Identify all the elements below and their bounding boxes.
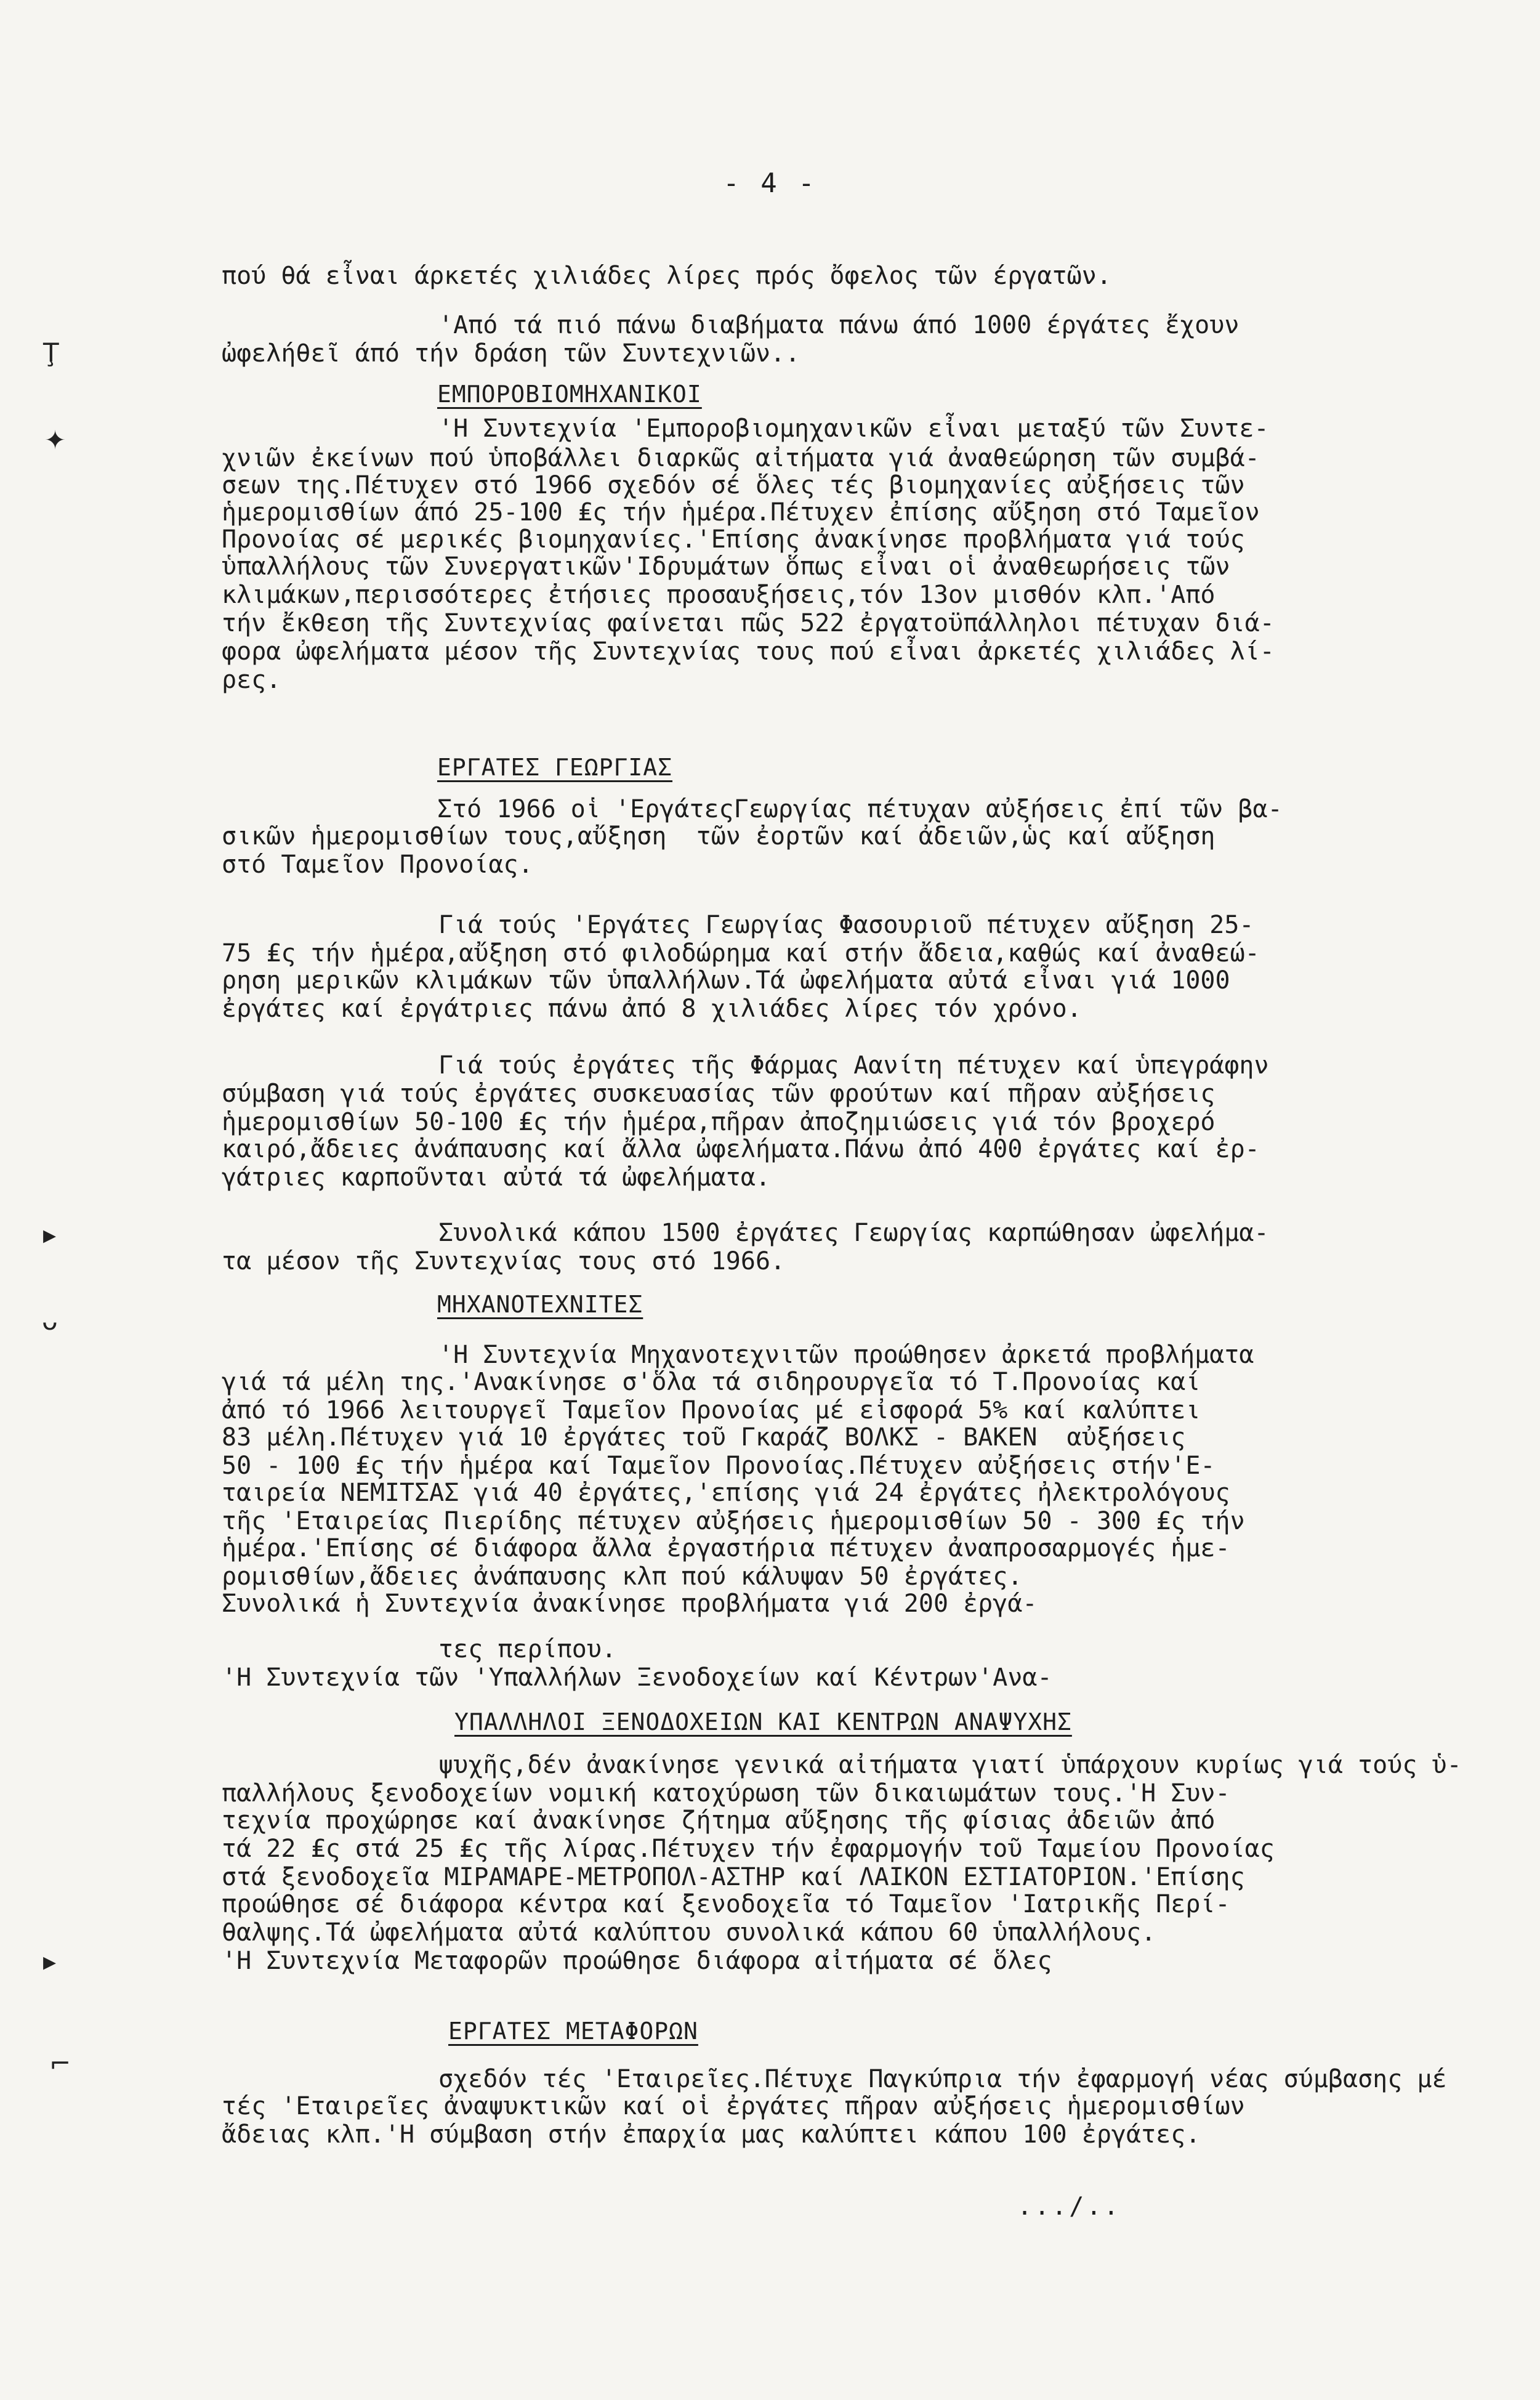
text-line: 'Η Συντεχνία τῶν 'Υπαλλήλων Ξενοδοχείων καί Κέντρων'Ανα- [222, 1663, 1052, 1692]
text-line: σύμβαση γιά τούς ἐργάτες συσκευασίας τῶν φρούτων καί πῆραν αὐξήσεις [222, 1080, 1215, 1108]
section-heading: ΕΜΠΟΡΟΒΙΟΜΗΧΑΝΙΚΟΙ [437, 381, 702, 408]
binder-hole-mark-icon: ▸ [43, 1219, 57, 1250]
text-line: 'Η Συντεχνία Μηχανοτεχνιτῶν προώθησεν ἀρκετά προβλήματα [438, 1341, 1254, 1369]
text-line: ἡμερομισθίων άπό 25-100 ₤ς τήν ἡμέρα.Πέτυχεν ἐπίσης αὔξηση στό Ταμεῖον [222, 498, 1260, 527]
text-line: Προνοίας σέ μερικές βιομηχανίες.'Επίσης ἀνακίνησε προβλήματα γιά τούς [222, 525, 1245, 554]
text-line: ἡμέρα.'Επίσης σέ διάφορα ἄλλα ἐργαστήρια πέτυχεν ἀναπροσαρμογές ἡμε- [222, 1534, 1230, 1562]
text-line: στά ξενοδοχεῖα ΜΙΡΑΜΑΡΕ-ΜΕΤΡΟΠΟΛ-ΑΣΤΗΡ καί ΛΑΙΚΟΝ ΕΣΤΙΑΤΟΡΙΟΝ.'Επίσης [222, 1863, 1245, 1891]
text-line: Στό 1966 οἱ 'ΕργάτεςΓεωργίας πέτυχαν αὐξήσεις ἐπί τῶν βα- [437, 795, 1283, 823]
binder-hole-mark-icon: ▸ [43, 1946, 57, 1976]
text-line: ἀπό τό 1966 λειτουργεῖ Ταμεῖον Προνοίας μέ εἰσφορά 5% καί καλύπτει [222, 1396, 1201, 1424]
text-line: Γιά τούς ἐργάτες τῆς Φάρμας Αανίτη πέτυχεν καί ὑπεγράφην [438, 1051, 1269, 1080]
text-line: ὑπαλλήλους τῶν Συνεργατικῶν'Ιδρυμάτων ὅπως εἶναι οἱ ἀναθεωρήσεις τῶν [222, 552, 1230, 581]
text-line: τες περίπου. [438, 1635, 616, 1663]
text-line: Συνολικά κάπου 1500 ἐργάτες Γεωργίας καρπώθησαν ὠφελήμα- [438, 1219, 1269, 1247]
text-line: 'Η Συντεχνία 'Εμποροβιομηχανικῶν εἶναι μεταξύ τῶν Συντε- [438, 414, 1269, 443]
text-line: γιά τά μέλη της.'Ανακίνησε σ'ὅλα τά σιδηρουργεῖα τό Τ.Προνοίας καί [222, 1368, 1201, 1396]
text-line: φορα ὠφελήματα μέσον τῆς Συντεχνίας τους πού εἶναι ἀρκετές χιλιάδες λί- [222, 637, 1275, 666]
text-line: τεχνία προχώρησε καί ἀνακίνησε ζήτημα αὔξησης τῆς φίσιας ἀδειῶν ἀπό [222, 1806, 1215, 1835]
text-line: σικῶν ἡμερομισθίων τους,αὔξηση τῶν ἐορτῶν καί ἀδειῶν,ὡς καί αὔξηση [222, 822, 1215, 851]
text-line: σχεδόν τές 'Εταιρεῖες.Πέτυχε Παγκύπρια τήν ἐφαρμογή νέας σύμβασης μέ [438, 2065, 1447, 2093]
text-line: ἐργάτες καί ἐργάτριες πάνω ἀπό 8 χιλιάδες λίρες τόν χρόνο. [222, 995, 1082, 1023]
binder-hole-mark-icon: ᴗ [42, 1306, 58, 1336]
text-line: ἄδειας κλπ.'Η σύμβαση στήν ἐπαρχία μας καλύπτει κάπου 100 ἐργάτες. [222, 2120, 1201, 2149]
text-line: παλλήλους ξενοδοχείων νομική κατοχύρωση τῶν δικαιωμάτων τους.'Η Συν- [222, 1779, 1230, 1808]
section-heading: ΜΗΧΑΝΟΤΕΧΝΙΤΕΣ [437, 1291, 643, 1318]
page-number: - 4 - [723, 168, 817, 199]
text-line: γάτριες καρποῦνται αὐτά τά ὠφελήματα. [222, 1163, 771, 1192]
binder-hole-mark-icon: ⌐ [49, 2048, 71, 2079]
text-line: Γιά τούς 'Εργάτες Γεωργίας Φασουριοῦ πέτυχεν αὔξηση 25- [438, 911, 1254, 939]
text-line: χνιῶν ἐκείνων πού ὑποβάλλει διαρκῶς αἰτήματα γιά ἀναθεώρηση τῶν συμβά- [222, 444, 1260, 472]
text-line: ρες. [222, 666, 281, 694]
text-line: τῆς 'Εταιρείας Πιερίδης πέτυχεν αὐξήσεις ἡμερομισθίων 50 - 300 ₤ς τήν [222, 1507, 1245, 1535]
text-line: ὠφελήθεῖ άπό τήν δράση τῶν Συντεχνιῶν.. [222, 339, 800, 368]
text-line: ταιρεία ΝΕΜΙΤΣΑΣ γιά 40 ἐργάτες,'επίσης γιά 24 ἐργάτες ἠλεκτρολόγους [222, 1479, 1230, 1507]
continuation-mark: .../.. [1017, 2192, 1121, 2221]
text-line: καιρό,ἄδειες ἀνάπαυσης καί ἄλλα ὠφελήματα.Πάνω ἀπό 400 ἐργάτες καί ἐρ- [222, 1135, 1260, 1163]
text-line: 'Η Συντεχνία Μεταφορῶν προώθησε διάφορα αἰτήματα σέ ὅλες [222, 1947, 1052, 1975]
text-line: ἡμερομισθίων 50-100 ₤ς τήν ἡμέρα,πῆραν ἀποζημιώσεις γιά τόν βροχερό [222, 1108, 1215, 1136]
binder-hole-mark-icon: Ţ [43, 337, 59, 368]
text-line: τά 22 ₤ς στά 25 ₤ς τῆς λίρας.Πέτυχεν τήν ἐφαρμογήν τοῦ Ταμείου Προνοίας [222, 1835, 1275, 1863]
text-line: 83 μέλη.Πέτυχεν γιά 10 ἐργάτες τοῦ Γκαράζ ΒΟΛΚΣ - ΒΑΚΕΝ αὐξήσεις [222, 1423, 1186, 1452]
text-line: θαλψης.Τά ὠφελήματα αὐτά καλύπτου συνολικά κάπου 60 ὑπαλλήλους. [222, 1918, 1156, 1947]
text-line: 75 ₤ς τήν ἡμέρα,αὔξηση στό φιλοδώρημα καί στήν ἄδεια,καθώς καί ἀναθεώ- [222, 939, 1260, 968]
section-heading: ΕΡΓΑΤΕΣ ΜΕΤΑΦΟΡΩΝ [448, 2018, 698, 2045]
text-line: σεων της.Πέτυχεν στό 1966 σχεδόν σέ ὅλες τές βιομηχανίες αὐξήσεις τῶν [222, 471, 1245, 499]
text-line: ρηση μερικῶν κλιμάκων τῶν ὑπαλλήλων.Τά ὠφελήματα αὐτά εἶναι γιά 1000 [222, 966, 1230, 995]
text-line: τήν ἔκθεση τῆς Συντεχνίας φαίνεται πῶς 522 ἐργατοϋπάλληλοι πέτυχαν διά- [222, 609, 1275, 637]
text-line: ψυχῆς,δέν ἀνακίνησε γενικά αἰτήματα γιατί ὑπάρχουν κυρίως γιά τούς ὑ- [438, 1751, 1462, 1779]
section-heading: ΥΠΑΛΛΗΛΟΙ ΞΕΝΟΔΟΧΕΙΩΝ ΚΑΙ ΚΕΝΤΡΩΝ ΑΝΑΨΥΧΗΣ [454, 1708, 1072, 1735]
text-line: κλιμάκων,περισσότερες ἐτήσιες προσαυξήσεις,τόν 13ον μισθόν κλπ.'Από [222, 581, 1215, 609]
text-line: ρομισθίων,ἄδειες ἀνάπαυσης κλπ πού κάλυψαν 50 ἐργάτες. [222, 1562, 1023, 1591]
text-line: προώθησε σέ διάφορα κέντρα καί ξενοδοχεῖα τό Ταμεῖον 'Ιατρικῆς Περί- [222, 1890, 1230, 1918]
section-heading: ΕΡΓΑΤΕΣ ΓΕΩΡΓΙΑΣ [437, 754, 673, 781]
text-line: πού θά εἶναι άρκετές χιλιάδες λίρες πρός ὄφελος τῶν έργατῶν. [222, 262, 1111, 290]
text-line: στό Ταμεῖον Προνοίας. [222, 851, 533, 879]
text-line: τές 'Εταιρεῖες ἀναψυκτικῶν καί οἱ ἐργάτες πῆραν αὐξήσεις ἡμερομισθίων [222, 2092, 1245, 2120]
binder-hole-mark-icon: ✦ [44, 425, 67, 455]
text-line: 'Από τά πιό πάνω διαβήματα πάνω άπό 1000 έργάτες ἔχουν [438, 311, 1240, 339]
text-line: Συνολικά ἡ Συντεχνία ἀνακίνησε προβλήματα γιά 200 ἐργά- [222, 1590, 1038, 1618]
text-line: τα μέσον τῆς Συντεχνίας τους στό 1966. [222, 1247, 786, 1275]
text-line: 50 - 100 ₤ς τήν ἡμέρα καί Ταμεῖον Προνοίας.Πέτυχεν αὐξήσεις στήν'Ε- [222, 1452, 1215, 1480]
